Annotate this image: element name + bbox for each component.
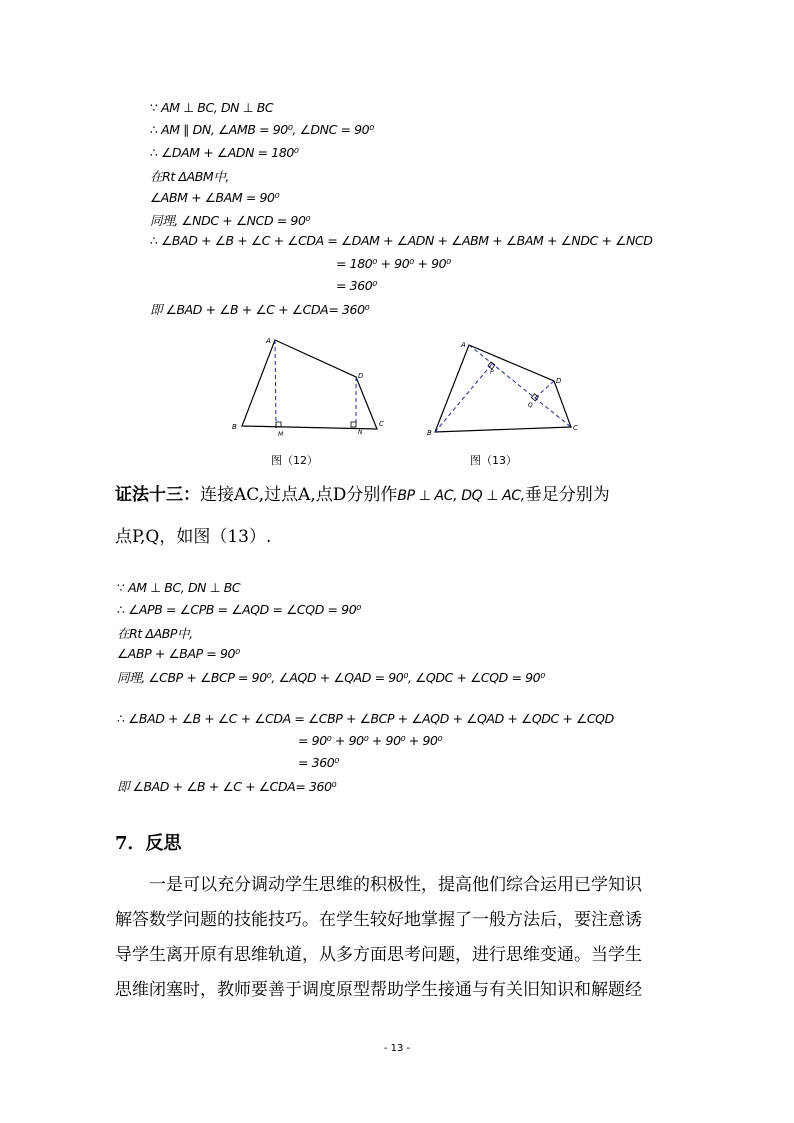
proof13-line-2: ∴ ∠APB = ∠CPB = ∠AQD = ∠CQD = 90⁰ [117,602,361,617]
proof12-line-10: 即 ∠BAD + ∠B + ∠C + ∠CDA= 360⁰ [150,302,370,317]
section7-heading: 7．反思 [115,833,182,854]
proof13-line-5: 同理, ∠CBP + ∠BCP = 90⁰, ∠AQD + ∠QAD = 90⁰, ∠QDC + ∠CQD = 90⁰ [117,670,545,685]
proof13-line-1: ∵ AM ⊥ BC, DN ⊥ BC [117,580,241,595]
proof12-line-3: ∴ ∠DAM + ∠ADN = 180⁰ [150,145,299,160]
fig13-label-p: P [490,369,494,376]
method13-line-2: 点P,Q，如图（13）. [115,527,272,547]
figure-12-caption: 图（12） [271,454,318,467]
fig12-label-a: A [266,337,271,345]
fig12-label-b: B [232,423,237,431]
section7-line-4: 思维闭塞时，教师要善于调度原型帮助学生接通与有关旧知识和解题经 [115,980,642,1000]
proof13-line-7: = 90⁰ + 90⁰ + 90⁰ + 90⁰ [298,733,443,748]
proof12-line-5: ∠ABM + ∠BAM = 90⁰ [150,190,280,205]
figure-13 [426,333,586,443]
proof12-line-8: = 180⁰ + 90⁰ + 90⁰ [336,256,451,271]
section7-line-3: 导学生离开原有思维轨道，从多方面思考问题，进行思维变通。当学生 [115,945,642,965]
proof13-line-4: ∠ABP + ∠BAP = 90⁰ [117,646,240,661]
method13-text: 连接AC,过点A,点D分别作 [200,485,398,505]
fig12-label-c: C [379,420,384,428]
figure-12 [228,333,388,443]
fig13-label-d: D [556,377,562,385]
fig13-label-c: C [573,424,578,432]
proof12-line-4: 在Rt ΔABM中, [150,169,229,184]
proof12-line-6: 同理, ∠NDC + ∠NCD = 90⁰ [150,213,311,228]
fig12-altitude-am [275,340,276,428]
method13-line-1 [115,480,610,505]
proof13-line-9: 即 ∠BAD + ∠B + ∠C + ∠CDA= 360⁰ [117,779,337,794]
method13-title: 证法十三： [115,485,200,505]
proof12-line-9: = 360⁰ [336,278,377,293]
fig12-quadrilateral [242,340,377,429]
fig13-label-b: B [427,429,432,437]
proof13-line-8: = 360⁰ [298,755,339,770]
proof12-line-7: ∴ ∠BAD + ∠B + ∠C + ∠CDA = ∠DAM + ∠ADN + ∠ABM + ∠BAM + ∠NDC + ∠NCD [150,233,653,248]
fig13-quadrilateral [435,345,571,432]
proof12-line-1: ∵ AM ⊥ BC, DN ⊥ BC [150,100,274,115]
fig12-label-n: N [358,429,363,436]
fig13-perpendicular-bp [435,364,492,432]
fig12-right-angle-n [351,422,356,427]
method13-tail: 垂足分别为 [524,485,610,505]
page-number: - 13 - [383,1043,411,1054]
section7-line-2: 解答数学问题的技能技巧。在学生较好地掌握了一般方法后，要注意诱 [115,910,642,930]
proof13-line-3: 在Rt ΔABP中, [117,626,193,641]
fig13-label-q: Q [528,402,533,409]
method13-math: BP ⊥ AC, DQ ⊥ AC, [397,488,525,504]
fig12-label-m: M [278,431,284,438]
fig13-perpendicular-dq [535,381,554,398]
fig13-label-a: A [461,341,466,349]
figure-13-caption: 图（13） [470,454,517,467]
fig12-label-d: D [358,372,364,380]
proof13-line-6: ∴ ∠BAD + ∠B + ∠C + ∠CDA = ∠CBP + ∠BCP + ∠AQD + ∠QAD + ∠QDC + ∠CQD [117,711,614,726]
section7-paragraph [115,868,685,1008]
section7-line-1: 一是可以充分调动学生思维的积极性，提高他们综合运用已学知识 [149,875,642,895]
proof12-line-2: ∴ AM ∥ DN, ∠AMB = 90⁰, ∠DNC = 90⁰ [150,122,374,137]
